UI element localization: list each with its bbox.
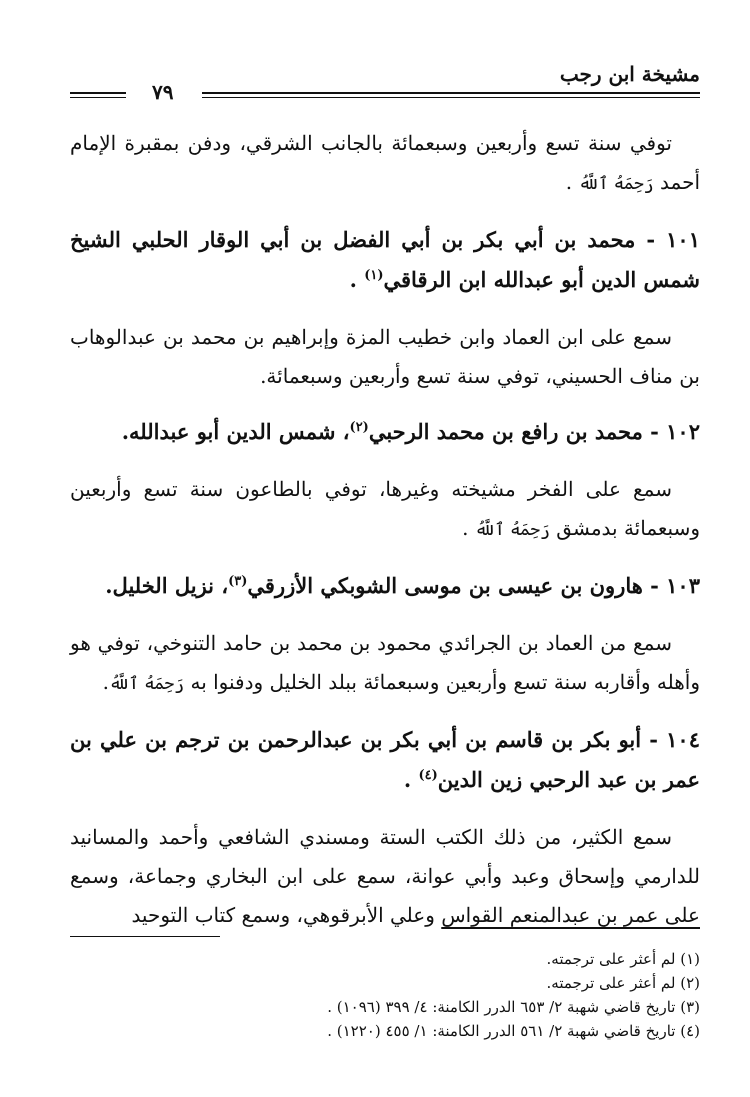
paragraph <box>70 470 700 550</box>
entry-heading-102 <box>70 412 700 452</box>
paragraph-text: سمع من العماد بن الجرائدي محمود بن محمد بن حامد التنوخي، توفي هو وأهله وأقاربه سنة تسع وأربعين وسبعمائة ببلد الخليل ودفنوا به <box>70 631 700 694</box>
period: . <box>349 267 365 292</box>
book-page <box>70 58 700 951</box>
entry-heading-101 <box>70 220 700 300</box>
paragraph-text: سمع الكثير، من ذلك الكتب الستة ومسندي الشافعي وأحمد والمسانيد للدارمي وإسحاق وعبد وأبي عوانة، سمع على ابن البخاري وجماعة، وسمع <box>70 825 700 888</box>
entry-heading-text: ، شمس الدين أبو عبدالله. <box>121 419 350 444</box>
footnote-2: (٢) لم أعثر على ترجمته. <box>546 974 700 992</box>
paragraph-text: سمع على ابن العماد وابن خطيب المزة وإبراهيم بن محمد بن عبدالوهاب بن مناف الحسيني، توفي سنة تسع وأربعين وسبعمائة. <box>70 325 700 388</box>
paragraph <box>70 624 700 704</box>
footnote-1: (١) لم أعثر على ترجمته. <box>546 950 700 968</box>
paragraph <box>70 124 700 204</box>
footnote-marker[interactable]: (١) <box>364 268 384 283</box>
honorific-glyph: رَحِمَهُ ٱللَّهُ <box>474 520 550 540</box>
running-title: مشيخة ابن رجب <box>559 62 700 86</box>
paragraph-text: سمع على الفخر مشيخته وغيرها، توفي بالطاعون سنة تسع وأربعين وسبعمائة بدمشق <box>70 477 700 540</box>
entry-heading-text: ، نزيل الخليل. <box>105 573 229 598</box>
paragraph <box>70 318 700 396</box>
entry-heading-text: ١٠٣ - هارون بن عيسى بن موسى الشوبكي الأزرقي <box>247 573 700 598</box>
page-number: ٧٩ <box>152 80 174 104</box>
entry-heading-104 <box>70 720 700 800</box>
paragraph <box>70 818 700 935</box>
footnote-marker[interactable]: (٣) <box>228 574 248 589</box>
period: . <box>102 670 109 694</box>
period: . <box>462 516 475 540</box>
honorific-glyph: رَحِمَهُ ٱللَّهُ <box>108 674 185 694</box>
entry-heading-103 <box>70 566 700 606</box>
period: . <box>565 170 579 194</box>
underlined-text: على عمر بن عبدالمنعم القواس <box>441 903 700 927</box>
entry-heading-text: ١٠١ - محمد بن أبي بكر بن أبي الفضل بن أبي الوقار الحلبي الشيخ شمس الدين أبو عبدالله ابن الرقاقي <box>70 227 700 292</box>
page-header <box>70 58 700 102</box>
entry-heading-text: ١٠٤ - أبو بكر بن قاسم بن أبي بكر بن عبدالرحمن بن ترجم بن علي بن عمر بن عبد الرحبي زين الدين <box>70 727 700 792</box>
footnote-marker[interactable]: (٢) <box>349 420 369 435</box>
footnote-separator <box>70 936 220 937</box>
paragraph-text: وعلي الأبرقوهي، وسمع كتاب التوحيد <box>131 903 435 927</box>
footnote-3: (٣) تاريخ قاضي شهبة ٢/ ٦٥٣ الدرر الكامنة: ٤/ ٣٩٩ (١٠٩٦) . <box>327 998 700 1016</box>
header-rule <box>202 92 700 98</box>
period: . <box>403 767 419 792</box>
paragraph-text: توفي سنة تسع وأربعين وسبعمائة بالجانب الشرقي، ودفن بمقبرة الإمام أحمد <box>70 131 700 194</box>
page-body <box>70 124 700 935</box>
footnote-marker[interactable]: (٤) <box>418 768 438 783</box>
honorific-glyph: رَحِمَهُ ٱللَّهُ <box>578 174 654 194</box>
header-rule-short <box>70 92 126 98</box>
entry-heading-text: ١٠٢ - محمد بن رافع بن محمد الرحبي <box>368 419 700 444</box>
footnotes <box>70 930 700 1043</box>
footnote-4: (٤) تاريخ قاضي شهبة ٢/ ٥٦١ الدرر الكامنة: ١/ ٤٥٥ (١٢٢٠) . <box>327 1022 700 1040</box>
